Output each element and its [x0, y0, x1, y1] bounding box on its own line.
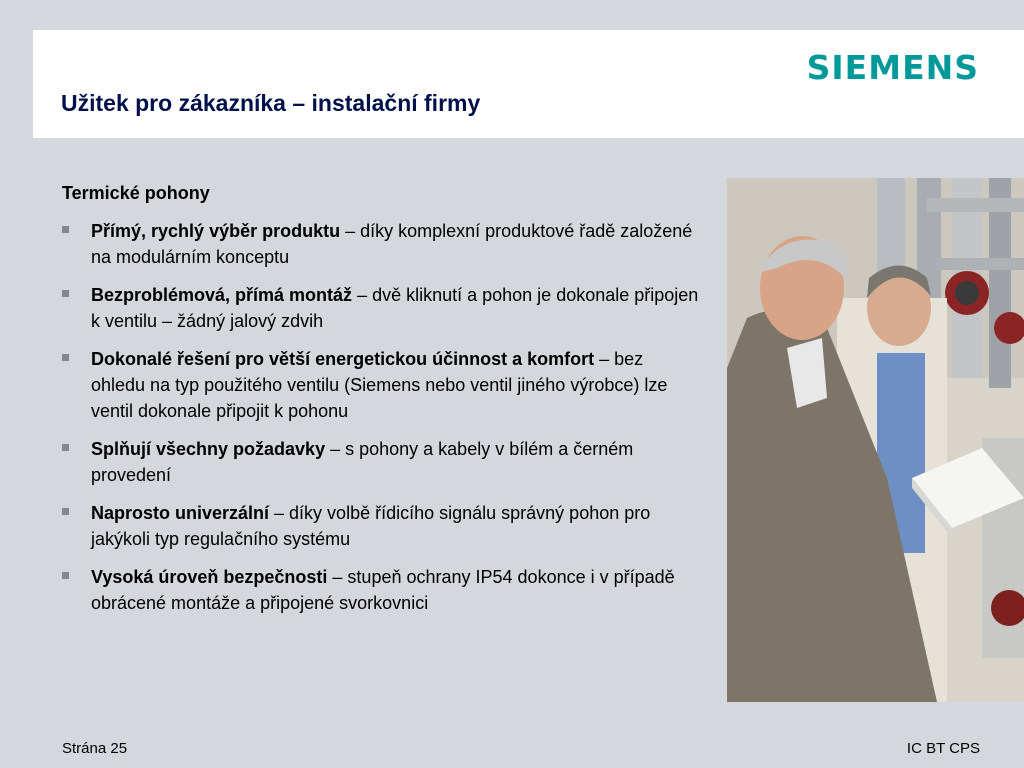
- bullet-text: – s pohony a kabely v bílém a černém provedení: [91, 439, 634, 485]
- bullet-item: [62, 282, 702, 334]
- square-bullet-icon: [62, 508, 69, 515]
- bullet-item: [62, 218, 702, 270]
- bullet-text: – stupeň ochrany IP54 dokonce i v případě obrácené montáže a připojené svorkovnici: [91, 567, 675, 613]
- bullet-bold: Vysoká úroveň bezpečnosti: [91, 567, 328, 587]
- siemens-logo: SIEMENS: [806, 48, 979, 87]
- bullet-text: – díky komplexní produktové řadě založené na modulárním konceptu: [91, 221, 693, 267]
- section-heading: Termické pohony: [62, 183, 210, 203]
- bullet-list: [62, 218, 702, 616]
- square-bullet-icon: [62, 290, 69, 297]
- bullet-item: [62, 500, 702, 552]
- photo-illustration: [727, 178, 1024, 702]
- bullet-item: [62, 346, 702, 424]
- bullet-bold: Naprosto univerzální: [91, 503, 270, 523]
- footer-org: IC BT CPS: [906, 740, 980, 757]
- bullet-item: [62, 564, 702, 616]
- header-bar: [33, 30, 1024, 138]
- bullet-text: – bez ohledu na typ použitého ventilu (Siemens nebo ventil jiného výrobce) lze ventil dokonale připojit k pohonu: [91, 349, 668, 421]
- bullet-bold: Dokonalé řešení pro větší energetickou účinnost a komfort: [91, 349, 595, 369]
- slide-title: Užitek pro zákazníka – instalační firmy: [61, 90, 481, 116]
- bullet-bold: Přímý, rychlý výběr produktu: [91, 221, 341, 241]
- slide-content: [62, 183, 702, 628]
- square-bullet-icon: [62, 572, 69, 579]
- bullet-item: [62, 436, 702, 488]
- square-bullet-icon: [62, 444, 69, 451]
- square-bullet-icon: [62, 354, 69, 361]
- bullet-bold: Bezproblémová, přímá montáž: [91, 285, 353, 305]
- bullet-text: – dvě kliknutí a pohon je dokonale připojen k ventilu – žádný jalový zdvih: [91, 285, 699, 331]
- square-bullet-icon: [62, 226, 69, 233]
- photo-two-men-with-binder: [727, 178, 1024, 702]
- page-number: Strána 25: [62, 740, 128, 757]
- bullet-bold: Splňují všechny požadavky: [91, 439, 326, 459]
- bullet-text: – díky volbě řídicího signálu správný pohon pro jakýkoli typ regulačního systému: [91, 503, 651, 549]
